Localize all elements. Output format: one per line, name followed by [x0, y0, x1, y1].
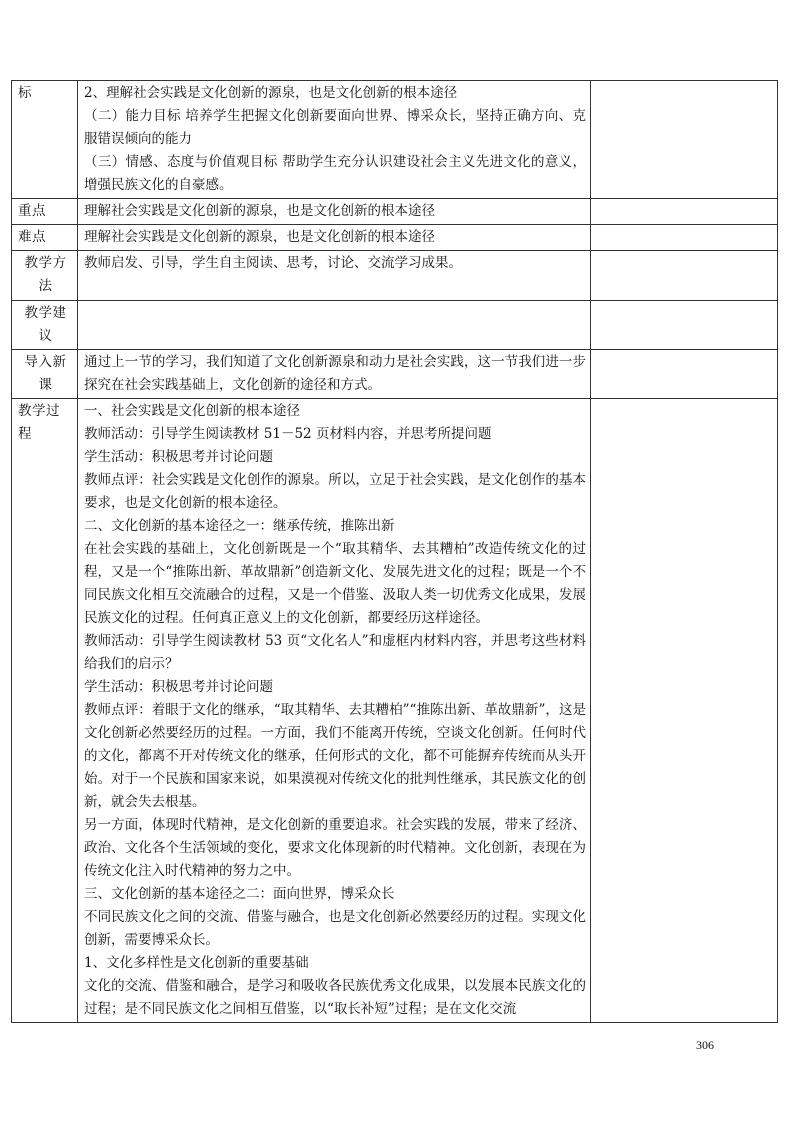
process-notes-cell [591, 399, 778, 1023]
suggestion-notes-cell [591, 301, 778, 350]
goal-line: （三）情感、态度与价值观目标 帮助学生充分认识建设社会主义先进文化的意义，增强民族文化的自豪感。 [84, 154, 586, 193]
suggestion-label: 教学建议 [12, 301, 78, 350]
process-paragraph: 三、文化创新的基本途径之二：面向世界，博采众长 [84, 886, 395, 902]
process-paragraph: 另一方面，体现时代精神，是文化创新的重要追求。社会实践的发展，带来了经济、政治、文化各个生活领域的变化，要求文化体现新的时代精神。文化创新，表现在为传统文化注入时代精神的努力之中。 [84, 817, 586, 879]
row-intro [12, 350, 778, 399]
method-label: 教学方法 [12, 251, 78, 301]
intro-text: 通过上一节的学习，我们知道了文化创新源泉和动力是社会实践，这一节我们进一步探究在社会实践基础上，文化创新的途径和方式。 [84, 354, 586, 393]
intro-label: 导入新课 [12, 350, 78, 399]
process-paragraph: 教师活动：引导学生阅读教材 53 页“文化名人”和虚框内材料内容，并思考这些材料给我们的启示？ [84, 633, 586, 672]
process-paragraph: 学生活动：积极思考并讨论问题 [84, 449, 273, 465]
key-point-label: 重点 [12, 199, 78, 225]
row-key-point [12, 199, 778, 225]
process-label: 教学过程 [12, 399, 78, 1023]
process-paragraph: 二、文化创新的基本途径之一：继承传统，推陈出新 [84, 518, 395, 534]
process-paragraph: 教师点评：着眼于文化的继承，“取其精华、去其糟柏”“推陈出新、革故鼎新”，这是文化创新必然要经历的过程。一方面，我们不能离开传统，空谈文化创新。任何时代的文化，都离不开对传统文化的继承，任何形式的文化，都不可能摒弃传统而从头开始。对于一个民族和国家来说，如果漠视对传统文化的批判性继承，其民族文化的创新，就会失去根基。 [84, 702, 586, 810]
method-content: 教师启发、引导，学生自主阅读、思考，讨论、交流学习成果。 [78, 251, 591, 301]
process-content [78, 399, 591, 1023]
goal-notes-cell [591, 81, 778, 199]
method-notes-cell [591, 251, 778, 301]
page-number: 306 [696, 1038, 714, 1052]
process-paragraph: 不同民族文化之间的交流、借鉴与融合，也是文化创新必然要经历的过程。实现文化创新，需要博采众长。 [84, 909, 586, 948]
row-difficulty [12, 225, 778, 251]
goal-label: 标 [12, 81, 78, 199]
difficulty-notes-cell [591, 225, 778, 251]
process-paragraph: 教师点评：社会实践是文化创作的源泉。所以，立足于社会实践，是文化创作的基本要求，也是文化创新的根本途径。 [84, 472, 586, 511]
difficulty-content: 理解社会实践是文化创新的源泉，也是文化创新的根本途径 [78, 225, 591, 251]
process-paragraph: 在社会实践的基础上，文化创新既是一个“取其精华、去其糟柏”改造传统文化的过程，又是一个“推陈出新、革故鼎新”创造新文化、发展先进文化的过程；既是一个不同民族文化相互交流融合的过程，又是一个借鉴、汲取人类一切优秀文化成果，发展民族文化的过程。任何真正意义上的文化创新，都要经历这样途径。 [84, 541, 586, 626]
goal-content [78, 81, 591, 199]
suggestion-content [78, 301, 591, 350]
process-paragraph: 文化的交流、借鉴和融合，是学习和吸收各民族优秀文化成果，以发展本民族文化的过程；是不同民族文化之间相互借鉴，以“取长补短”过程；是在文化交流 [84, 978, 586, 1017]
process-paragraph: 学生活动：积极思考并讨论问题 [84, 679, 273, 695]
goal-line: 2、理解社会实践是文化创新的源泉，也是文化创新的根本途径 [84, 85, 458, 101]
row-process [12, 399, 778, 1023]
row-goal [12, 81, 778, 199]
goal-line: （二）能力目标 培养学生把握文化创新要面向世界、博采众长，坚持正确方向、克服错误倾向的能力 [84, 108, 586, 147]
key-point-notes-cell [591, 199, 778, 225]
lesson-plan-table [11, 80, 778, 1023]
process-paragraph: 1、文化多样性是文化创新的重要基础 [84, 955, 309, 971]
process-paragraph: 一、社会实践是文化创新的根本途径 [84, 403, 300, 419]
key-point-content: 理解社会实践是文化创新的源泉，也是文化创新的根本途径 [78, 199, 591, 225]
intro-content [78, 350, 591, 399]
difficulty-label: 难点 [12, 225, 78, 251]
row-method [12, 251, 778, 301]
process-paragraph: 教师活动：引导学生阅读教材 51－52 页材料内容，并思考所提问题 [84, 426, 492, 442]
intro-notes-cell [591, 350, 778, 399]
row-suggestion [12, 301, 778, 350]
